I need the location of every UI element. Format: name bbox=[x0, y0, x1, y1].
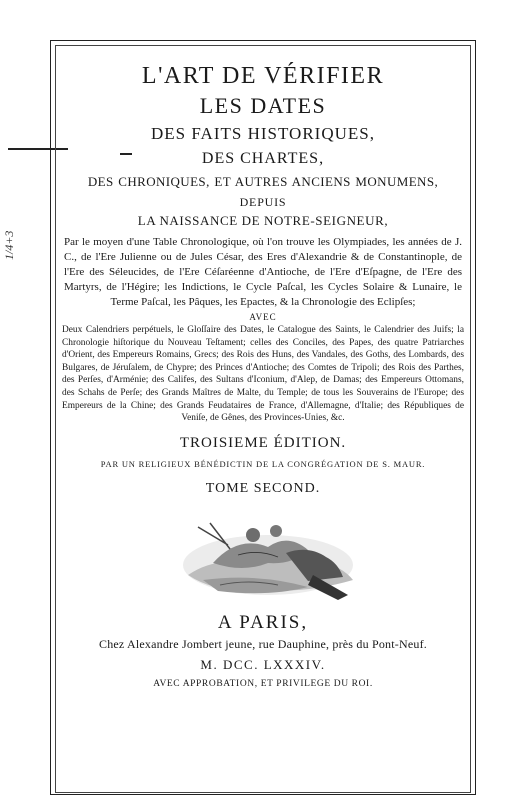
title-line-6: DEPUIS bbox=[239, 195, 287, 209]
edition-label: TROISIEME ÉDITION. bbox=[179, 434, 347, 451]
description-paragraph-2: Deux Calendriers perpétuels, le Gloſſaire des Dates, le Catalogue des Saints, le Calendrier des Juifs; la Chronologie hiſtorique du Nouveau Teſtament; celles des Conciles, des Papes, des quatre Patriarches d'Orient, des Empereurs Romains, Grecs; des Rois des Huns, des Vandales, des Goths, des Lombards, des Bulgares, de Jéruſalem, de Chypre; des Princes d'Antioche; des Comtes de Tripoli; des Rois des Parthes, des Perſes, d'Arménie; des Califes, des Sultans d'Iconium, d'Alep, de Damas; des Empereurs Ottomans, des Schahs de Perſe; des Grands Maîtres de Malte, du Temple; de tous les Souverains de l'Europe; des Empereurs de la Chine; des Grands Feudataires de France, d'Allemagne, d'Italie; des Républiques de Veniſe, de Gênes, des Provinces-Unies, &c. bbox=[62, 325, 464, 424]
title-line-4: DES CHARTES, bbox=[201, 150, 325, 167]
imprint-privilege: AVEC APPROBATION, ET PRIVILEGE DU ROI. bbox=[153, 678, 373, 689]
imprint-publisher: Chez Alexandre Jombert jeune, rue Dauphine, près du Pont-Neuf. bbox=[99, 636, 427, 651]
imprint-place: A PARIS, bbox=[217, 611, 309, 633]
title-page bbox=[58, 45, 468, 692]
title-line-3: DES FAITS HISTORIQUES, bbox=[151, 124, 375, 143]
engraved-vignette bbox=[158, 505, 368, 605]
title-line-2: LES DATES bbox=[199, 93, 327, 118]
margin-annotation: 1/4+3 bbox=[2, 230, 16, 260]
title-line-1: L'ART DE VÉRIFIER bbox=[141, 63, 385, 89]
author-line: PAR UN RELIGIEUX BÉNÉDICTIN DE LA CONGRÉGATION DE S. MAUR. bbox=[100, 458, 426, 469]
imprint-date: M. DCC. LXXXIV. bbox=[200, 656, 326, 672]
title-line-5: DES CHRONIQUES, ET AUTRES ANCIENS MONUMENS, bbox=[87, 174, 439, 189]
tome-label: TOME SECOND. bbox=[205, 480, 321, 496]
description-paragraph-1: Par le moyen d'une Table Chronologique, où l'on trouve les Olympiades, les années de J. C., de l'Ere Julienne ou de Jules César, des Eres d'Alexandrie & de Constantinople, de l'Ere des Séleucides, de l'Ere Céſaréenne d'Antioche, de l'Ere d'Eſpagne, de l'Ere des Martyrs, de l'Hégire; les Indictions, le Cycle Paſcal, les Cycles Solaire & Lunaire, le Terme Paſcal, les Pâques, les Epactes, & la Chronologie des Eclipſes; bbox=[64, 236, 462, 308]
avec-label: AVEC bbox=[249, 312, 277, 322]
title-line-7: LA NAISSANCE DE NOTRE-SEIGNEUR, bbox=[137, 213, 389, 228]
